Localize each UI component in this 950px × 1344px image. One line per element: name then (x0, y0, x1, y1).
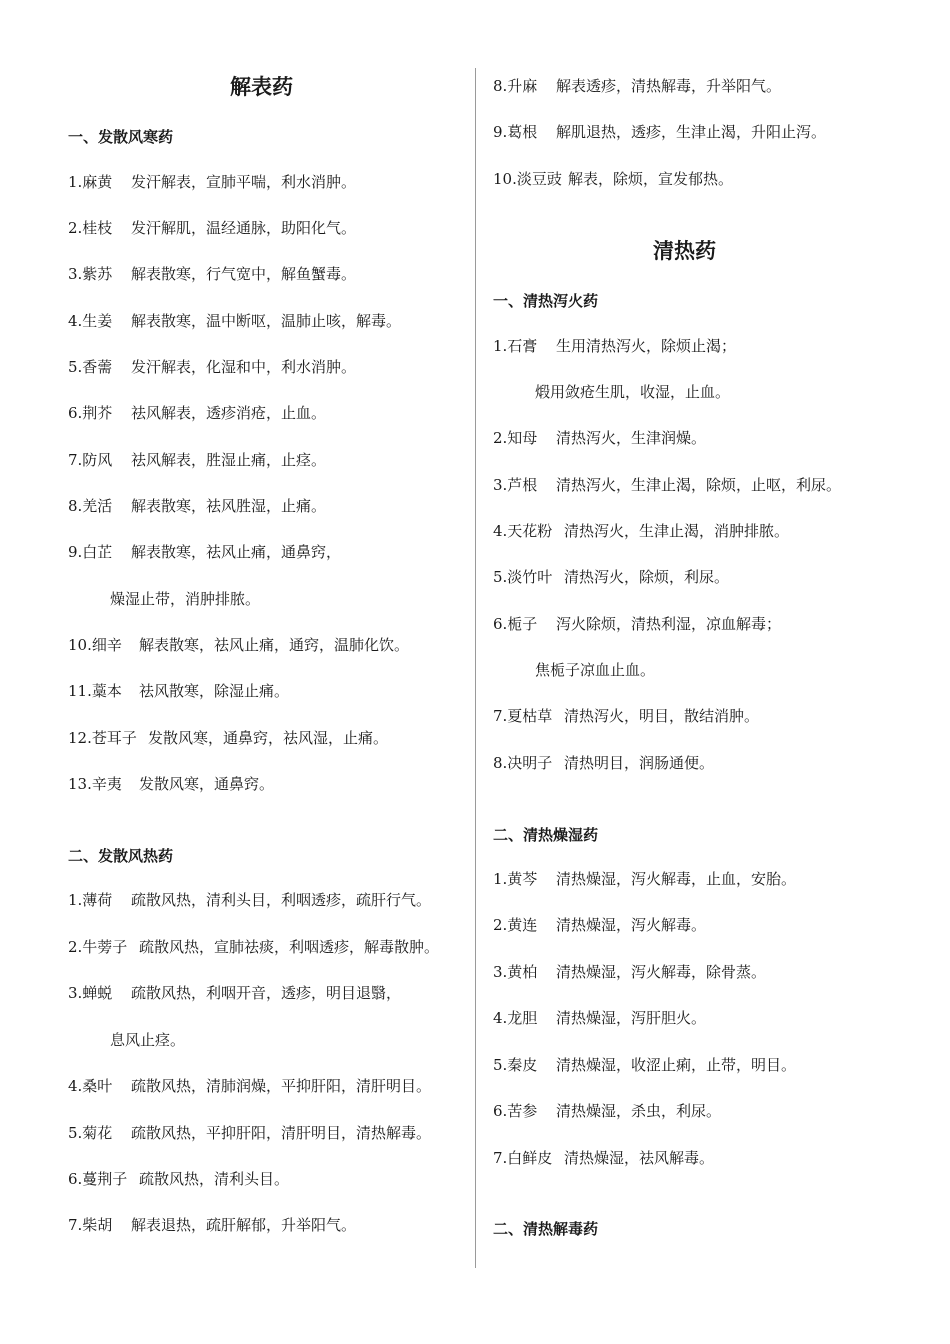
herb-effect: 疏散风热，宣肺祛痰，利咽透疹，解毒散肿。 (139, 938, 440, 956)
herb-effect: 清热泻火，明目，散结消肿。 (564, 707, 760, 725)
herb-entry (68, 728, 388, 748)
section-title-jiebiao: 解表药 (230, 75, 293, 99)
herb-entry (68, 496, 326, 516)
herb-effect: 生用清热泻火，除烦止渴； (556, 337, 737, 355)
herb-name: 6.荆芥 (68, 404, 113, 422)
herb-effect: 解肌退热，透疹，生津止渴，升阳止泻。 (556, 123, 827, 141)
subsection-heading-jiedu: 二、清热解毒药 (493, 1220, 599, 1238)
herb-entry (493, 475, 841, 495)
herb-name: 3.蝉蜕 (68, 984, 113, 1002)
herb-name: 7.防风 (68, 451, 113, 469)
herb-effect: 解表散寒，祛风胜湿，止痛。 (131, 497, 327, 515)
herb-effect: 清热燥湿，收涩止痢，止带，明目。 (556, 1056, 797, 1074)
herb-name: 2.黄连 (493, 916, 538, 934)
herb-effect: 清热燥湿，杀虫，利尿。 (556, 1102, 722, 1120)
herb-name: 4.龙胆 (493, 1009, 538, 1027)
herb-entry (493, 1148, 714, 1168)
herb-effect: 疏散风热，平抑肝阳，清肝明目，清热解毒。 (131, 1124, 432, 1142)
herb-name: 6.苦参 (493, 1102, 538, 1120)
herb-entry (68, 890, 431, 910)
herb-entry (493, 428, 706, 448)
herb-name: 10.细辛 (68, 636, 122, 654)
herb-entry (493, 336, 736, 356)
herb-name: 3.黄柏 (493, 963, 538, 981)
herb-effect: 清热明目，润肠通便。 (564, 754, 715, 772)
herb-effect: 疏散风热，清利头目。 (139, 1170, 290, 1188)
herb-effect: 发散风寒，通鼻窍，祛风湿，止痛。 (148, 729, 389, 747)
herb-effect: 发散风寒，通鼻窍。 (139, 775, 275, 793)
herb-effect: 解表散寒，温中断呕，温肺止咳，解毒。 (131, 312, 402, 330)
herb-effect: 解表散寒，行气宽中，解鱼蟹毒。 (131, 265, 357, 283)
herb-entry (493, 962, 766, 982)
herb-name: 4.桑叶 (68, 1077, 113, 1095)
herb-entry (493, 869, 796, 889)
herb-effect: 清热燥湿，祛风解毒。 (564, 1149, 715, 1167)
herb-effect-continued: 燥湿止带，消肿排脓。 (110, 590, 261, 608)
herb-name: 5.淡竹叶 (493, 568, 553, 586)
herb-effect: 祛风解表，透疹消疮，止血。 (131, 404, 327, 422)
herb-name: 2.知母 (493, 429, 538, 447)
herb-entry (68, 264, 356, 284)
column-divider (475, 68, 476, 1268)
herb-name: 10.淡豆豉 (493, 170, 562, 188)
herb-name: 11.藁本 (68, 682, 122, 700)
herb-name: 8.决明子 (493, 754, 553, 772)
herb-name: 7.白鲜皮 (493, 1149, 553, 1167)
herb-entry (68, 403, 326, 423)
herb-entry (493, 1101, 721, 1121)
subsection-heading-fengha: 一、发散风寒药 (68, 128, 174, 146)
herb-effect-continued: 焦栀子凉血止血。 (535, 661, 656, 679)
subsection-heading-zaoshi: 二、清热燥湿药 (493, 826, 599, 844)
herb-name: 7.夏枯草 (493, 707, 553, 725)
herb-effect: 清热燥湿，泻肝胆火。 (556, 1009, 707, 1027)
herb-entry (68, 774, 274, 794)
herb-entry (493, 76, 781, 96)
herb-entry (68, 937, 439, 957)
herb-effect: 疏散风热，清利头目，利咽透疹，疏肝行气。 (131, 891, 432, 909)
herb-name: 6.蔓荆子 (68, 1170, 128, 1188)
herb-effect: 解表散寒，祛风止痛，通鼻窍， (131, 543, 342, 561)
herb-name: 8.羌活 (68, 497, 113, 515)
herb-name: 9.白芷 (68, 543, 113, 561)
herb-entry (68, 172, 356, 192)
herb-entry (493, 1008, 706, 1028)
herb-name: 12.苍耳子 (68, 729, 137, 747)
herb-entry (493, 521, 789, 541)
herb-name: 2.牛蒡子 (68, 938, 128, 956)
herb-entry (493, 915, 706, 935)
herb-effect: 清热燥湿，泻火解毒，止血，安胎。 (556, 870, 797, 888)
herb-name: 2.桂枝 (68, 219, 113, 237)
herb-entry (68, 1215, 356, 1235)
herb-entry (68, 218, 356, 238)
herb-name: 4.天花粉 (493, 522, 553, 540)
herb-effect: 清热燥湿，泻火解毒。 (556, 916, 707, 934)
herb-entry (68, 681, 289, 701)
herb-effect: 解表退热，疏肝解郁，升举阳气。 (131, 1216, 357, 1234)
herb-entry (68, 1076, 431, 1096)
herb-name: 3.紫苏 (68, 265, 113, 283)
herb-name: 1.薄荷 (68, 891, 113, 909)
herb-name: 8.升麻 (493, 77, 538, 95)
herb-name: 4.生姜 (68, 312, 113, 330)
herb-effect: 祛风散寒，除湿止痛。 (139, 682, 290, 700)
herb-name: 9.葛根 (493, 123, 538, 141)
section-title-qingre: 清热药 (653, 239, 716, 263)
subsection-heading-fengre: 二、发散风热药 (68, 847, 174, 865)
herb-entry (68, 1123, 431, 1143)
herb-effect: 清热燥湿，泻火解毒，除骨蒸。 (556, 963, 767, 981)
herb-name: 3.芦根 (493, 476, 538, 494)
herb-effect: 清热泻火，生津润燥。 (556, 429, 707, 447)
herb-effect: 泻火除烦，清热利湿，凉血解毒； (556, 615, 782, 633)
herb-name: 1.石膏 (493, 337, 538, 355)
herb-effect: 发汗解肌，温经通脉，助阳化气。 (131, 219, 357, 237)
herb-name: 5.菊花 (68, 1124, 113, 1142)
herb-entry (493, 567, 729, 587)
herb-entry (68, 983, 401, 1003)
herb-effect: 疏散风热，清肺润燥，平抑肝阳，清肝明目。 (131, 1077, 432, 1095)
subsection-heading-xiehuo: 一、清热泻火药 (493, 292, 599, 310)
herb-name: 7.柴胡 (68, 1216, 113, 1234)
herb-entry (68, 635, 409, 655)
herb-entry (493, 706, 759, 726)
herb-name: 13.辛夷 (68, 775, 122, 793)
herb-effect: 疏散风热，利咽开音，透疹，明目退翳， (131, 984, 402, 1002)
herb-entry (68, 311, 401, 331)
herb-entry (493, 614, 781, 634)
herb-name: 5.秦皮 (493, 1056, 538, 1074)
herb-effect-continued: 煅用敛疮生肌，收湿，止血。 (535, 383, 731, 401)
herb-entry (68, 542, 341, 562)
herb-name: 6.栀子 (493, 615, 538, 633)
herb-entry (68, 357, 356, 377)
herb-effect: 解表散寒，祛风止痛，通窍，温肺化饮。 (139, 636, 410, 654)
herb-entry (493, 169, 733, 189)
herb-effect: 祛风解表，胜湿止痛，止痉。 (131, 451, 327, 469)
herb-name: 1.麻黄 (68, 173, 113, 191)
herb-entry (493, 753, 714, 773)
herb-effect-continued: 息风止痉。 (110, 1031, 186, 1049)
herb-entry (493, 122, 826, 142)
herb-effect: 清热泻火，除烦，利尿。 (564, 568, 730, 586)
herb-name: 1.黄芩 (493, 870, 538, 888)
herb-entry (68, 1169, 289, 1189)
herb-effect: 清热泻火，生津止渴，消肿排脓。 (564, 522, 790, 540)
herb-effect: 解表透疹，清热解毒，升举阳气。 (556, 77, 782, 95)
herb-effect: 清热泻火，生津止渴，除烦，止呕，利尿。 (556, 476, 842, 494)
herb-effect: 解表，除烦，宣发郁热。 (568, 170, 734, 188)
herb-effect: 发汗解表，宣肺平喘，利水消肿。 (131, 173, 357, 191)
herb-name: 5.香薷 (68, 358, 113, 376)
herb-entry (493, 1055, 796, 1075)
herb-effect: 发汗解表，化湿和中，利水消肿。 (131, 358, 357, 376)
herb-entry (68, 450, 326, 470)
